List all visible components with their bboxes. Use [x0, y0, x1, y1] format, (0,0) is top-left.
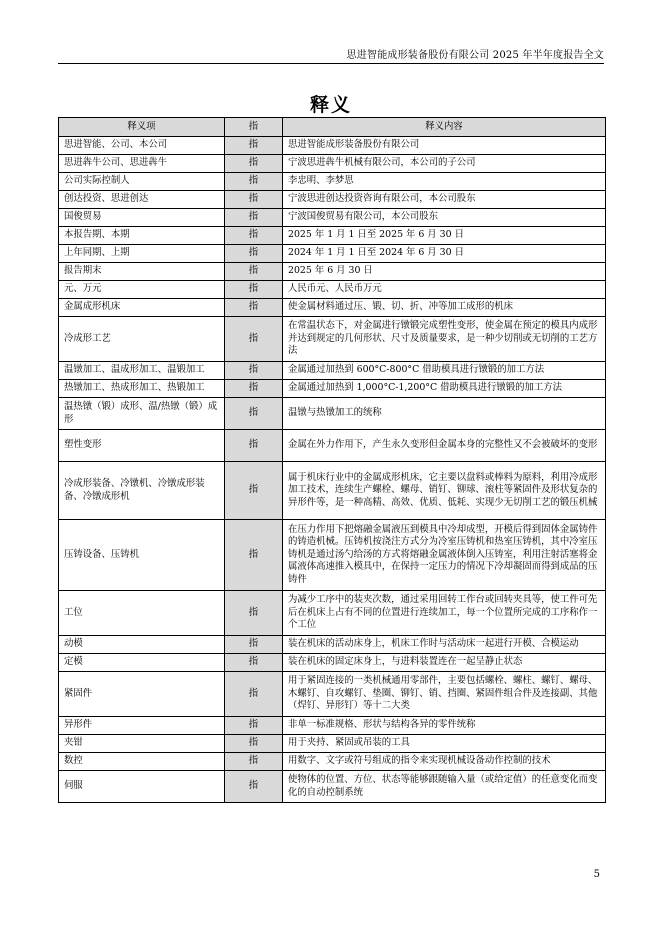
- definition-cell: 在常温状态下，对金属进行镦锻完成塑性变形，使金属在预定的模具内成形并达到规定的几何形状、尺寸及质量要求，是一种少切削或无切削的工艺方法: [283, 317, 606, 362]
- ref-cell: 指: [225, 520, 283, 591]
- table-row: [59, 735, 606, 753]
- page-title: 释义: [309, 94, 352, 116]
- term-cell: 热镦加工、热成形加工、热锻加工: [59, 380, 225, 398]
- definition-cell: 李忠明、李梦思: [283, 173, 606, 191]
- table-row: [59, 155, 606, 173]
- definition-cell: 2024 年 1 月 1 日至 2024 年 6 月 30 日: [283, 245, 606, 263]
- term-cell: 伺服: [59, 771, 225, 803]
- definition-cell: 装在机床的活动床身上，机床工作时与活动床一起进行开模、合模运动: [283, 636, 606, 654]
- term-cell: 紧固件: [59, 672, 225, 717]
- definition-cell: 金属在外力作用下，产生永久变形但金属本身的完整性又不会被破坏的变形: [283, 430, 606, 462]
- definition-cell: 用数字、文字或符号组成的指令来实现机械设备动作控制的技术: [283, 753, 606, 771]
- table-row: [59, 191, 606, 209]
- table-row: [59, 753, 606, 771]
- table-row: [59, 380, 606, 398]
- ref-cell: 指: [225, 173, 283, 191]
- header-ref: 指: [225, 118, 283, 137]
- term-cell: 温热镦（锻）成形、温/热镦（锻）成形: [59, 398, 225, 430]
- ref-cell: 指: [225, 155, 283, 173]
- table-row: [59, 771, 606, 803]
- definition-cell: 2025 年 6 月 30 日: [283, 263, 606, 281]
- definition-cell: 用于紧固连接的一类机械通用零部件，主要包括螺栓、螺柱、螺钉、螺母、木螺钉、自攻螺钉、垫圈、铆钉、销、挡圈、紧固件组合件及连接副、其他（焊钉、异形钉）等十二大类: [283, 672, 606, 717]
- definition-cell: 为减少工序中的装夹次数，通过采用回转工作台或回转夹具等，使工件可先后在机床上占有不同的位置进行连续加工，每一个位置所完成的工序称作一个工位: [283, 591, 606, 636]
- ref-cell: 指: [225, 771, 283, 803]
- table-row: [59, 137, 606, 155]
- table-row: [59, 462, 606, 520]
- definition-cell: 金属通过加热到 600°C-800°C 借助模具进行镦锻的加工方法: [283, 362, 606, 380]
- header-definition: 释义内容: [283, 118, 606, 137]
- ref-cell: 指: [225, 227, 283, 245]
- definition-cell: 非单一标准规格、形状与结构各异的零件统称: [283, 717, 606, 735]
- header-text: 思进智能成形装备股份有限公司 2025 年半年度报告全文: [346, 50, 604, 61]
- definition-cell: 属于机床行业中的金属成形机床，它主要以盘料或棒料为原料，利用冷成形加工技术，连续生产螺栓、螺母、销钉、铆球、滚柱等紧固件及形状复杂的异形件等，是一种高精、高效、优质、低耗、实现少无切削工艺的锻压机械: [283, 462, 606, 520]
- table-row: [59, 717, 606, 735]
- table-row: [59, 520, 606, 591]
- term-cell: 冷成形装备、冷镦机、冷镦成形装备、冷镦成形机: [59, 462, 225, 520]
- table-row: [59, 173, 606, 191]
- ref-cell: 指: [225, 672, 283, 717]
- table-row: [59, 209, 606, 227]
- table-row: [59, 281, 606, 299]
- definition-cell: 用于夹持、紧固或吊装的工具: [283, 735, 606, 753]
- ref-cell: 指: [225, 317, 283, 362]
- term-cell: 定模: [59, 654, 225, 672]
- table-header-row: [59, 118, 606, 137]
- header-rule: [58, 63, 604, 64]
- term-cell: 本报告期、本期: [59, 227, 225, 245]
- table-row: [59, 227, 606, 245]
- ref-cell: 指: [225, 245, 283, 263]
- ref-cell: 指: [225, 462, 283, 520]
- table-row: [59, 299, 606, 317]
- term-cell: 工位: [59, 591, 225, 636]
- ref-cell: 指: [225, 398, 283, 430]
- definition-cell: 在压力作用下把熔融金属液压到模具中冷却成型，开模后得到固体金属铸件的铸造机械。压铸机按浇注方式分为冷室压铸机和热室压铸机，其中冷室压铸机是通过汤勺给汤的方式将熔融金属液体倒入压铸室，利用注射活塞将金属液体高速推入模具中，在保持一定压力的情况下冷却凝固而得到成品的压铸件: [283, 520, 606, 591]
- definition-cell: 宁波国俊贸易有限公司，本公司股东: [283, 209, 606, 227]
- term-cell: 国俊贸易: [59, 209, 225, 227]
- definitions-table: [58, 117, 606, 803]
- term-cell: 冷成形工艺: [59, 317, 225, 362]
- term-cell: 报告期末: [59, 263, 225, 281]
- ref-cell: 指: [225, 299, 283, 317]
- term-cell: 数控: [59, 753, 225, 771]
- table-row: [59, 263, 606, 281]
- ref-cell: 指: [225, 137, 283, 155]
- term-cell: 创达投资、思进创达: [59, 191, 225, 209]
- ref-cell: 指: [225, 636, 283, 654]
- term-cell: 公司实际控制人: [59, 173, 225, 191]
- table-row: [59, 245, 606, 263]
- table-row: [59, 654, 606, 672]
- table-row: [59, 430, 606, 462]
- table-row: [59, 317, 606, 362]
- term-cell: 塑性变形: [59, 430, 225, 462]
- ref-cell: 指: [225, 717, 283, 735]
- table-row: [59, 636, 606, 654]
- page-number: 5: [593, 869, 600, 880]
- ref-cell: 指: [225, 209, 283, 227]
- ref-cell: 指: [225, 430, 283, 462]
- ref-cell: 指: [225, 263, 283, 281]
- ref-cell: 指: [225, 380, 283, 398]
- term-cell: 金属成形机床: [59, 299, 225, 317]
- term-cell: 思进智能、公司、本公司: [59, 137, 225, 155]
- term-cell: 元、万元: [59, 281, 225, 299]
- table-row: [59, 362, 606, 380]
- ref-cell: 指: [225, 191, 283, 209]
- header-term: 释义项: [59, 118, 225, 137]
- table-row: [59, 672, 606, 717]
- definition-cell: 2025 年 1 月 1 日至 2025 年 6 月 30 日: [283, 227, 606, 245]
- term-cell: 夹钳: [59, 735, 225, 753]
- ref-cell: 指: [225, 654, 283, 672]
- definition-cell: 宁波思进犇牛机械有限公司，本公司的子公司: [283, 155, 606, 173]
- definition-cell: 思进智能成形装备股份有限公司: [283, 137, 606, 155]
- ref-cell: 指: [225, 362, 283, 380]
- table-row: [59, 591, 606, 636]
- definition-cell: 装在机床的固定床身上，与进料装置连在一起呈静止状态: [283, 654, 606, 672]
- ref-cell: 指: [225, 281, 283, 299]
- term-cell: 思进犇牛公司、思进犇牛: [59, 155, 225, 173]
- definition-cell: 宁波思进创达投资咨询有限公司，本公司股东: [283, 191, 606, 209]
- term-cell: 压铸设备、压铸机: [59, 520, 225, 591]
- ref-cell: 指: [225, 753, 283, 771]
- definition-cell: 金属通过加热到 1,000°C-1,200°C 借助模具进行镦锻的加工方法: [283, 380, 606, 398]
- term-cell: 异形件: [59, 717, 225, 735]
- ref-cell: 指: [225, 591, 283, 636]
- table-row: [59, 398, 606, 430]
- term-cell: 温镦加工、温成形加工、温锻加工: [59, 362, 225, 380]
- definition-cell: 使物体的位置、方位、状态等能够跟随输入量（或给定值）的任意变化而变化的自动控制系统: [283, 771, 606, 803]
- definition-cell: 人民币元、人民币万元: [283, 281, 606, 299]
- definition-cell: 使金属材料通过压、锻、切、折、冲等加工成形的机床: [283, 299, 606, 317]
- term-cell: 上年同期、上期: [59, 245, 225, 263]
- term-cell: 动模: [59, 636, 225, 654]
- ref-cell: 指: [225, 735, 283, 753]
- definition-cell: 温镦与热镦加工的统称: [283, 398, 606, 430]
